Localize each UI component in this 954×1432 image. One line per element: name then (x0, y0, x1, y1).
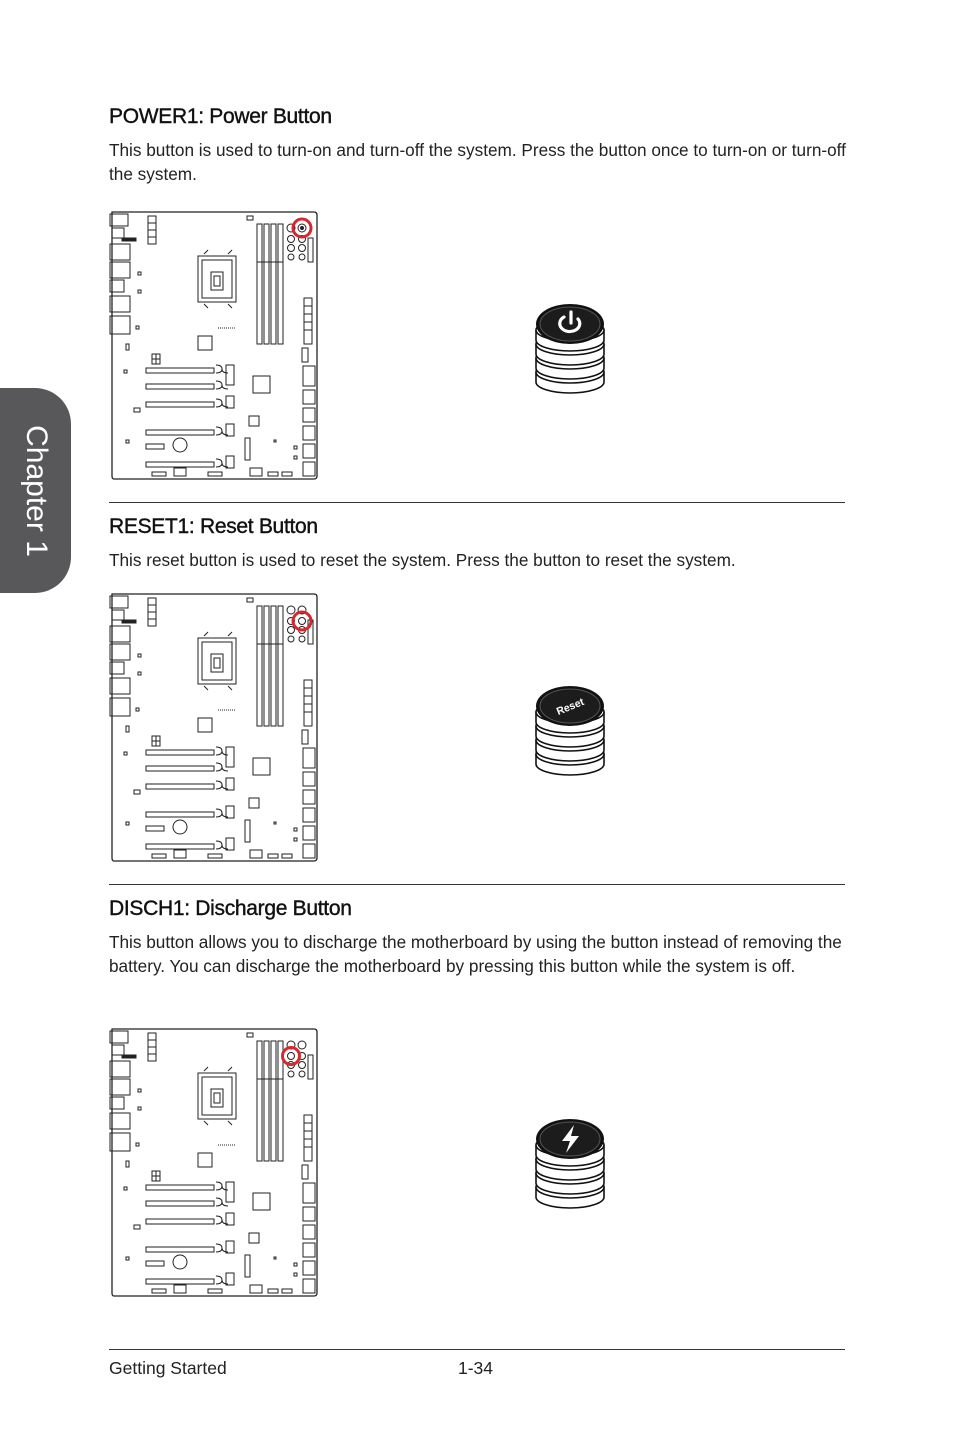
footer-section-name: Getting Started (109, 1358, 227, 1378)
discharge-button-illustration (533, 1117, 607, 1209)
reset-icon: Reset (554, 696, 586, 718)
chapter-tab-label: Chapter 1 (19, 424, 53, 557)
section-body-power1: This button is used to turn-on and turn-off the system. Press the button once to turn-on or turn-off the system. (109, 140, 846, 184)
section-divider (109, 884, 845, 885)
section-heading-reset1: RESET1: Reset Button (109, 515, 318, 538)
section-body-reset1: This reset button is used to reset the system. Press the button to reset the system. (109, 550, 736, 570)
motherboard-diagram-disch1 (108, 1027, 320, 1299)
motherboard-diagram-reset1 (108, 592, 320, 864)
power-button-illustration (533, 302, 607, 394)
section-body-disch1: This button allows you to discharge the motherboard by using the button instead of removing the battery. You can discharge the motherboard by pressing this button while the system is off. (109, 932, 842, 976)
reset-button-illustration (533, 684, 607, 776)
page-number: 1-34 (458, 1358, 494, 1378)
section-heading-power1: POWER1: Power Button (109, 105, 332, 128)
motherboard-diagram-power1 (108, 210, 320, 482)
chapter-tab (0, 388, 71, 593)
section-divider (109, 502, 845, 503)
section-heading-disch1: DISCH1: Discharge Button (109, 897, 352, 920)
footer-divider (109, 1349, 845, 1350)
